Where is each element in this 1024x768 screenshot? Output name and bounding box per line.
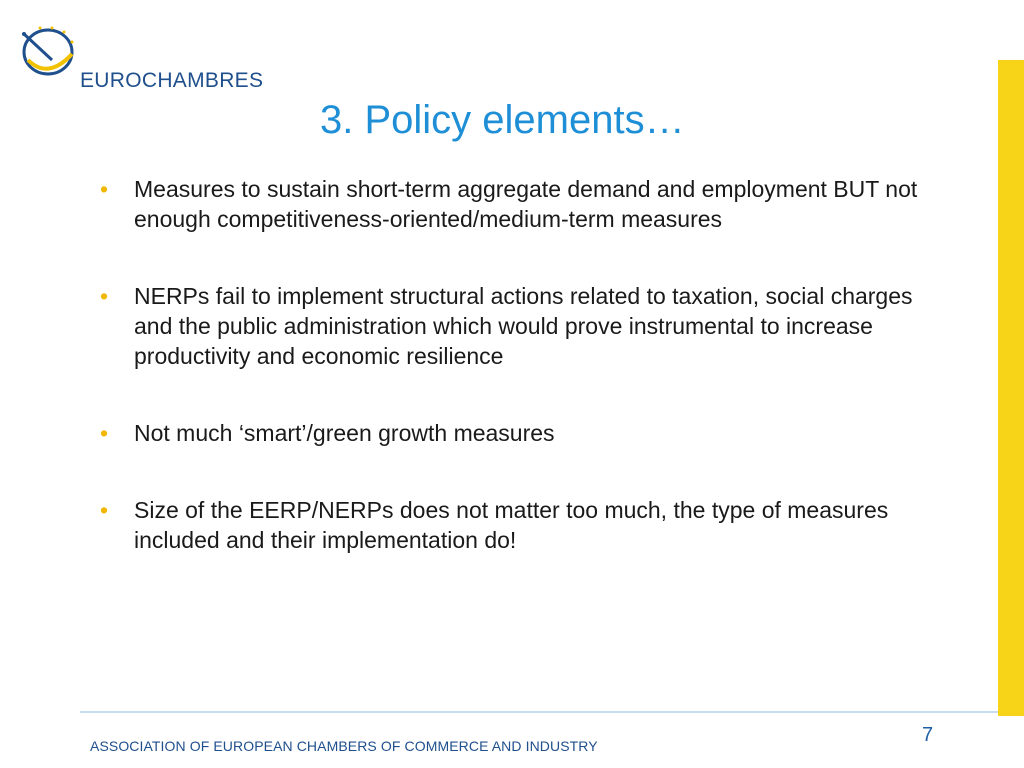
- bullet-list: [100, 174, 950, 602]
- logo-text: EUROCHAMBRES: [80, 69, 264, 92]
- bullet-marker: •: [100, 283, 109, 309]
- bullet-marker: •: [100, 176, 109, 202]
- bullet-text: Not much ‘smart’/green growth measures: [134, 420, 555, 446]
- footer-text: ASSOCIATION OF EUROPEAN CHAMBERS OF COMMERCE AND INDUSTRY: [90, 738, 598, 754]
- bullet-item: [100, 418, 950, 448]
- accent-bar: [998, 60, 1024, 716]
- page-number: 7: [922, 724, 934, 746]
- bullet-marker: •: [100, 420, 109, 446]
- bullet-item: [100, 281, 950, 371]
- bullet-text: NERPs fail to implement structural actions related to taxation, social charges and the public administration which would prove instrumental to increase productivity and economic resilience: [134, 283, 913, 369]
- bullet-text: Size of the EERP/NERPs does not matter too much, the type of measures included and their implementation do!: [134, 497, 889, 553]
- bullet-item: [100, 495, 950, 555]
- bullet-marker: •: [100, 497, 109, 523]
- bullet-item: [100, 174, 950, 234]
- slide-title: 3. Policy elements…: [320, 98, 685, 142]
- footer-divider: [80, 711, 998, 713]
- eurochambres-logo: [18, 20, 264, 92]
- bullet-text: Measures to sustain short-term aggregate demand and employment BUT not enough competitiveness-oriented/medium-term measures: [134, 176, 918, 232]
- eurochambres-logo-icon: [18, 20, 82, 84]
